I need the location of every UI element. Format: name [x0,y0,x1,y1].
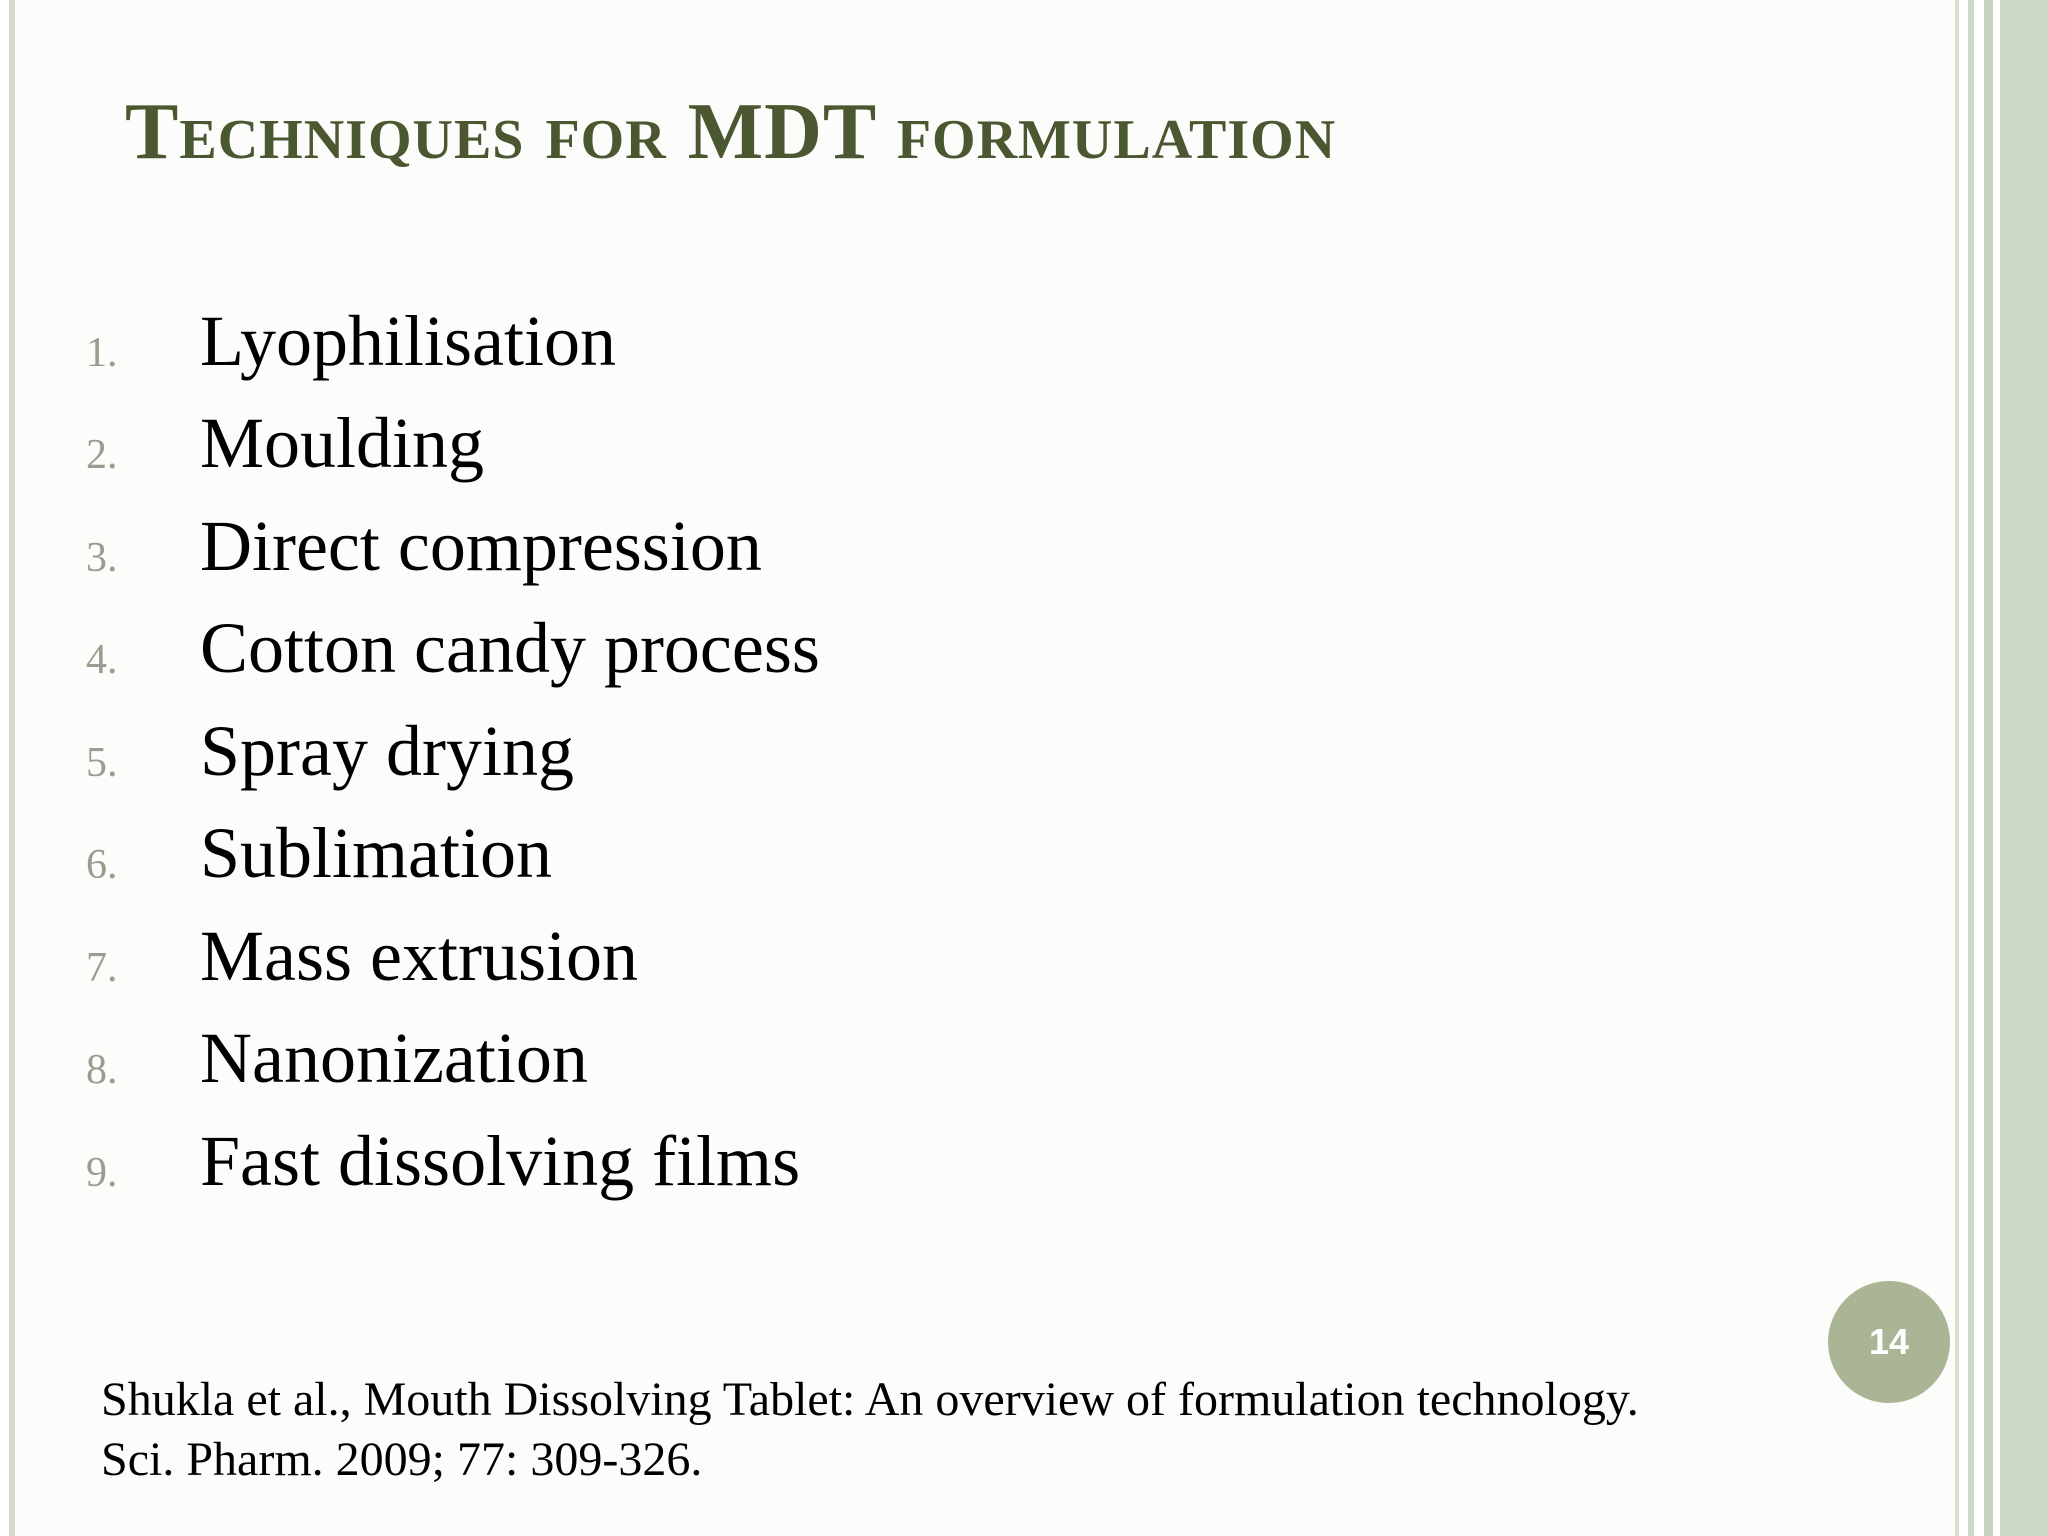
list-item-number: 1. [86,329,118,376]
list-item-label: Mass extrusion [200,915,638,996]
list-item-number: 9. [86,1149,118,1196]
list-item-label: Fast dissolving films [200,1120,801,1201]
list-item-label: Direct compression [200,505,762,586]
slide-title: Techniques for MDT formulation [125,88,1337,176]
list-item-label: Spray drying [200,710,574,791]
list-item [0,1020,1200,1123]
list-item-label: Nanonization [200,1018,588,1098]
list-item-label: Cotton candy process [200,608,820,688]
list-item-number: 2. [86,432,118,478]
list-item-number: 5. [86,739,118,786]
list-item [0,610,1200,713]
list-item [0,917,1200,1020]
list-item-label: Sublimation [200,813,553,893]
list-item [0,815,1200,918]
list-item-number: 3. [86,534,118,581]
list-item [0,507,1200,610]
right-stripe-decoration [1955,0,2048,1536]
list-item [0,405,1200,508]
list-item-label: Lyophilisation [200,300,617,381]
list-item [0,712,1200,815]
citation-line-1: Shukla et al., Mouth Dissolving Tablet: An overview of formulation technology. [101,1373,1639,1426]
list-item [0,302,1200,405]
technique-list [0,302,1200,1225]
list-item-number: 4. [86,637,118,683]
list-item-number: 8. [86,1047,118,1093]
citation-line-2: Sci. Pharm. 2009; 77: 309-326. [101,1433,703,1486]
list-item-label: Moulding [200,403,485,483]
list-item-number: 7. [86,944,118,991]
page-number-badge: 14 [1828,1281,1950,1403]
list-item-number: 6. [86,842,118,888]
list-item [0,1122,1200,1225]
citation [101,1370,1639,1490]
